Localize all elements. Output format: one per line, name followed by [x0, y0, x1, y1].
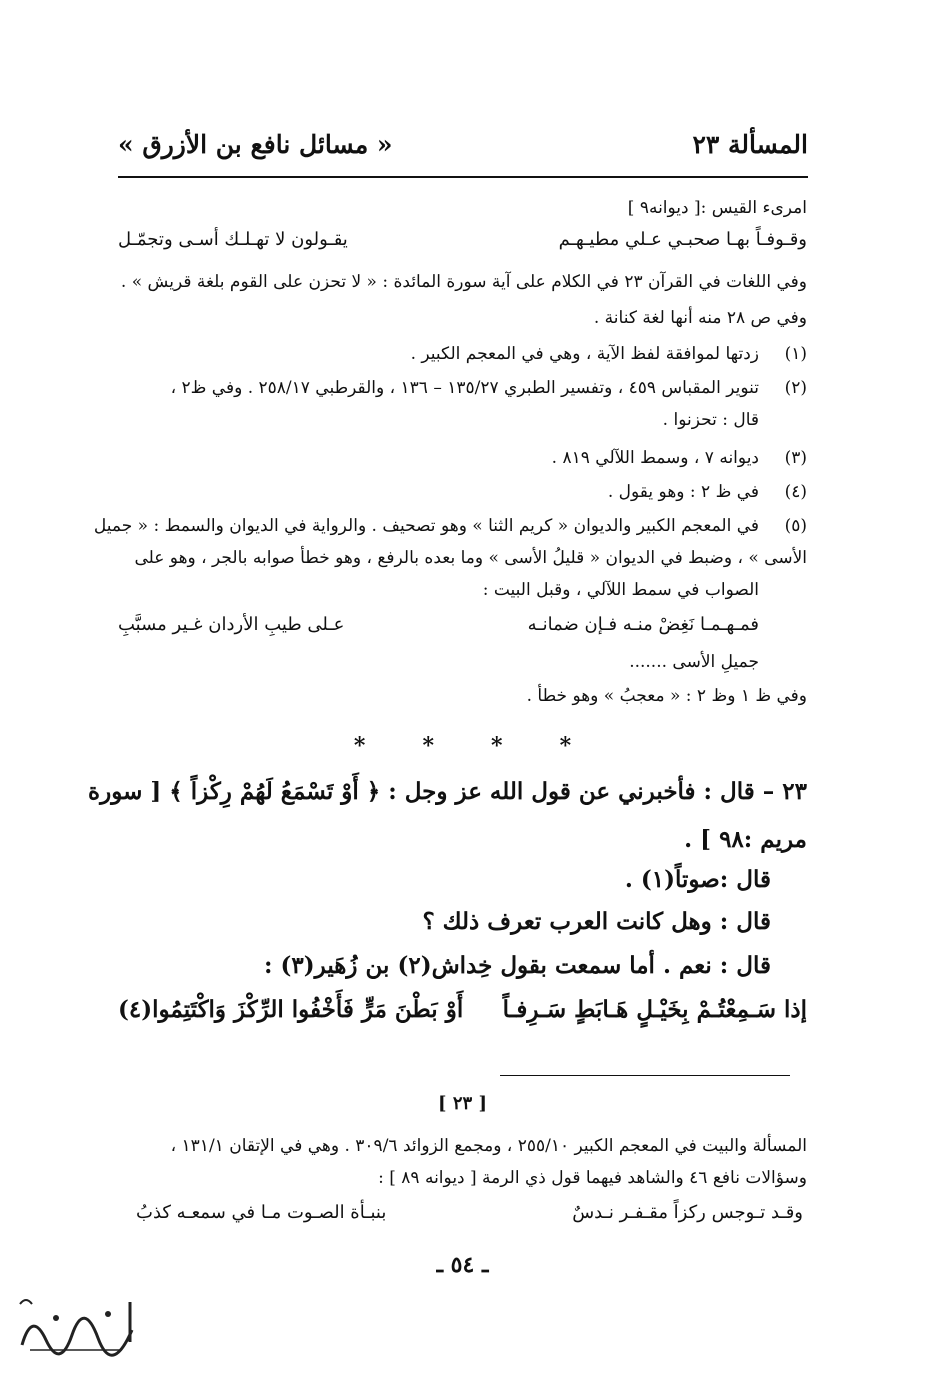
- footnote-5-cont: [118, 578, 807, 604]
- verse-khidash: [118, 996, 807, 1032]
- verse-first-half: إذا سَـمِعْتُـمْ بِخَيْـلٍ هَـابَطٍ سَـرِفـاً: [502, 996, 807, 1023]
- footnote-2-cont: [118, 408, 807, 434]
- footnote-separator: [500, 1075, 790, 1076]
- footnote-number: (٢): [784, 378, 807, 398]
- footnote-5-note: [118, 684, 807, 710]
- note-paragraph: وفي ص ٢٨ منه أنها لغة كنانة .: [593, 308, 807, 328]
- footnote-2: [118, 376, 807, 402]
- footnote-text: الصواب في سمط اللآلي ، وقبل البيت :: [482, 580, 759, 600]
- footnote-text: وفي ظ ١ وظ ٢ : « معجبُ » وهو خطأ .: [526, 686, 807, 706]
- footnote-text: في المعجم الكبير والديوان « كريم الثنا » وهو تصحيف . والرواية في الديوان والسمط : « جميل: [93, 516, 759, 536]
- source-line: امرىء القيس :[ ديوانه٩ ]: [627, 198, 807, 218]
- star-mark: *: [559, 733, 572, 759]
- footnote-number: (٥): [784, 516, 807, 536]
- verse-first-half: وقـد تـوجس ركزاً مقـفـر نـدسٌ: [572, 1202, 803, 1223]
- verse-dhu-alrumma: [136, 1202, 803, 1230]
- verse-first-half: وقـوفـاً بهـا صحبـي عـلي مطيـهـم: [558, 229, 807, 250]
- star-mark: *: [422, 733, 434, 759]
- section-divider: [0, 733, 925, 759]
- footnote-5-verse: [118, 614, 759, 642]
- footnote-4: [118, 480, 807, 506]
- header-rule: [118, 176, 808, 178]
- verse-second-half: عـلى طيبِ الأردان غـير مسبَّبِ: [118, 614, 345, 635]
- footnote-text: تنوير المقباس ٤٥٩ ، وتفسير الطبري ١٣٥/٢٧ – ١٣٦ ، والقرطبي ٢٥٨/١٧ . وفي ظ٢ ،: [170, 378, 759, 398]
- book-title: « مسائل نافع بن الأزرق »: [118, 130, 393, 159]
- footnote-number: (٤): [784, 482, 807, 502]
- question-line: ٢٣ – قال : فأخبرني عن قول الله عز وجل : ﴿ أَوْ تَسْمَعُ لَهُمْ رِكْزاً ﴾ [ سورة: [88, 778, 807, 805]
- footnote-number: (١): [784, 344, 807, 364]
- footnote-text: ديوانه ٧ ، وسمط اللآلي ٨١٩ .: [551, 448, 759, 468]
- footnote-number: (٣): [784, 448, 807, 468]
- footnote-text: زدتها لموافقة لفظ الآية ، وهي في المعجم الكبير .: [410, 344, 759, 364]
- verse-imru-alqays: [118, 229, 807, 257]
- footnote-text: في ظ ٢ : وهو يقول .: [607, 482, 759, 502]
- answer-line: قال : نعم . أما سمعت بقول خِداش(٢) بن زُهَير(٣) :: [264, 952, 771, 979]
- page-bracket: [ ٢٣ ]: [438, 1093, 487, 1114]
- stamp-calligraphy-icon: [12, 1290, 140, 1360]
- page-number: ـ ٥٤ ـ: [436, 1252, 489, 1278]
- verse-first-half: فمـهـمـا نَغِضْ منـه فـإن ضمانـه: [527, 614, 759, 635]
- footnote-text: جميلِ الأسى .......: [629, 652, 759, 672]
- footnote-text: الأسى » ، وضبط في الديوان « قليلُ الأسى » وما بعده بالرفع ، وهو خطأ صوابه بالجر ، وهو على: [134, 548, 807, 568]
- footnote-5-tail: [118, 650, 807, 676]
- verse-second-half: أَوْ بَطْنَ مَرٍّ فَأَخْفُوا الرِّكْزَ وَاكْتَتِمُوا(٤): [118, 996, 464, 1023]
- question-line: مريم :٩٨ ] .: [684, 826, 807, 853]
- verse-second-half: يقـولون لا تهـلـك أسـى وتجمّـل: [118, 229, 348, 250]
- footnote-text: قال : تحزنوا .: [662, 410, 759, 430]
- footnote-5: [93, 514, 807, 540]
- verse-second-half: بنبـأة الصـوت مـا في سمعـه كذبُ: [136, 1202, 387, 1223]
- note-paragraph: وفي اللغات في القرآن ٢٣ في الكلام على آية سورة المائدة : « لا تحزن على القوم بلغة قريش » .: [120, 272, 807, 292]
- star-mark: *: [491, 733, 503, 759]
- source-note: وسؤالات نافع ٤٦ والشاهد فيهما قول ذي الرمة [ ديوانه ٨٩ ] :: [378, 1168, 807, 1188]
- source-note: المسألة والبيت في المعجم الكبير ٢٥٥/١٠ ، ومجمع الزوائد ٣٠٩/٦ . وهي في الإتقان ١٣١/١ ،: [170, 1136, 807, 1156]
- chapter-title: المسألة ٢٣: [692, 130, 808, 159]
- star-mark: *: [353, 733, 366, 759]
- footnote-5-cont: [118, 546, 807, 572]
- publisher-stamp-logo: [12, 1290, 140, 1360]
- page-header: [118, 130, 808, 170]
- answer-line: قال : وهل كانت العرب تعرف ذلك ؟: [422, 908, 771, 935]
- footnote-3: [118, 446, 807, 472]
- answer-line: قال :صوتاً(١) .: [624, 866, 771, 893]
- footnote-1: [118, 342, 807, 368]
